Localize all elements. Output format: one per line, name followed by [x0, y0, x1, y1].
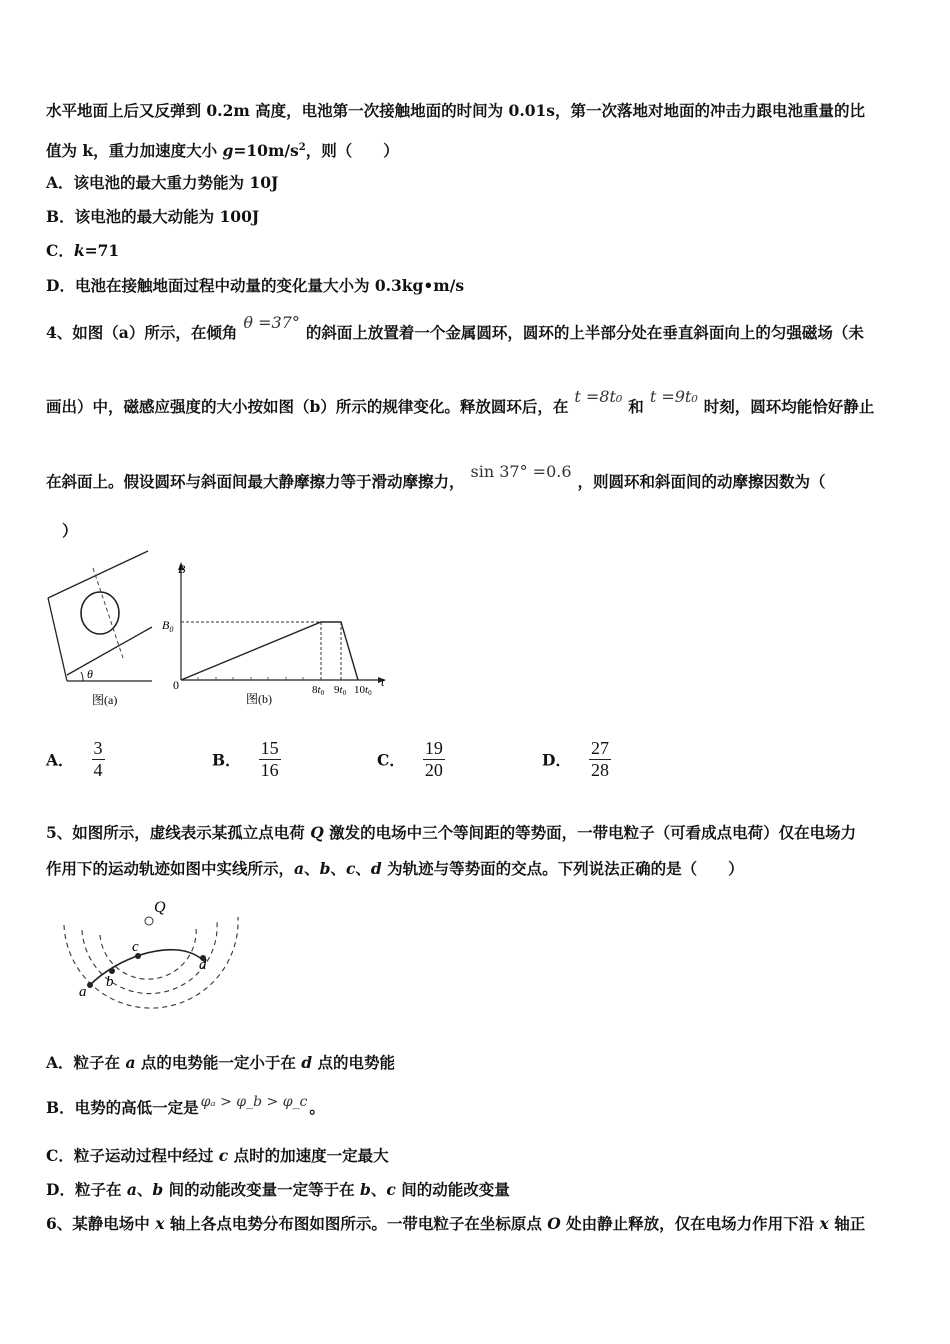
q4-t1-expr: t =8t₀: [574, 387, 623, 406]
q4-option-b-fraction: $\frac{15}{16}$: [260, 738, 279, 780]
fig-a-caption: 图(a): [92, 693, 118, 707]
fig-b-xlabel: t: [381, 675, 385, 689]
q4-option-d-fraction: $\frac{27}{28}$: [590, 738, 609, 780]
fig-b-curve: [181, 622, 358, 680]
q5-potential-expr: φₐ > φ_b > φ_c: [200, 1094, 308, 1110]
fig-a-top-edge: [48, 551, 148, 598]
q3-line2: 值为 k，重力加速度大小 $g=10m/s^2$，则（ ）: [46, 141, 399, 161]
q5-charge-q: [145, 917, 153, 925]
q5-option-d: D．粒子在 a、b 间的动能改变量一定等于在 b、c 间的动能改变量: [46, 1180, 510, 1199]
fig-a-left-edge: [48, 598, 67, 681]
fig-a-incline: [67, 627, 152, 675]
q4-option-d: D． $\frac{27}{28}$: [542, 738, 609, 780]
q5-option-b: B．电势的高低一定是 φₐ > φ_b > φ_c 。: [46, 1094, 325, 1117]
q4-sin-expr: sin 37° =0.6: [470, 462, 572, 481]
fig-b-caption: 图(b): [246, 692, 272, 706]
q5-line2: 作用下的运动轨迹如图中实线所示，a、b、c、d 为轨迹与等势面的交点。下列说法正确的是（ ）: [46, 859, 744, 878]
q3-option-d: D．电池在接触地面过程中动量的变化量大小为 0.3kg•m/s: [46, 276, 465, 295]
q4-line1: 4、如图（a）所示，在倾角θ =37°的斜面上放置着一个金属圆环，圆环的上半部分处在垂直斜面向上的匀强磁场（未: [46, 313, 864, 342]
fig-b-origin: 0: [173, 678, 179, 692]
q5-label-q: Q: [154, 899, 166, 916]
q5-option-c: C．粒子运动过程中经过 c 点时的加速度一定最大: [46, 1146, 389, 1165]
q5-line1: 5、如图所示，虚线表示某孤立点电荷 Q 激发的电场中三个等间距的等势面，一带电粒子（可看成点电荷）仅在电场力: [46, 823, 857, 842]
q4-t2-expr: t =9t₀: [649, 387, 698, 406]
q3-option-a: A．该电池的最大重力势能为 10J: [46, 173, 279, 192]
q3-option-c: C．k=71: [46, 241, 120, 260]
q5-equipotential-lines: [64, 917, 238, 1008]
q5-option-a: A．粒子在 a 点的电势能一定小于在 d 点的电势能: [46, 1053, 396, 1072]
q4-option-b: B． $\frac{15}{16}$: [212, 738, 279, 780]
q5-label-d: d: [199, 957, 207, 973]
q4-figure-b: [160, 555, 400, 715]
fig-b-ylabel: B: [178, 562, 186, 576]
q5-label-a: a: [79, 984, 87, 1000]
fig-b-tick-9t0: 9t0: [334, 684, 347, 697]
q4-theta-expr: θ =37°: [243, 313, 300, 332]
q5-figure: [50, 892, 250, 1012]
q5-point-a: [87, 982, 93, 988]
q4-option-a: A． $\frac{3}{4}$: [46, 738, 103, 780]
q4-option-c-fraction: $\frac{19}{20}$: [424, 738, 443, 780]
q4-option-a-fraction: $\frac{3}{4}$: [93, 738, 103, 780]
fig-b-b0: $B_0$: [162, 618, 174, 634]
fig-a-theta: θ: [87, 667, 93, 681]
q4-figure-a: [40, 548, 160, 713]
fig-a-angle-arc: [81, 672, 83, 681]
q4-option-c: C． $\frac{19}{20}$: [377, 738, 443, 780]
fig-b-tick-8t0: 8t0: [312, 684, 325, 697]
q5-label-b: b: [106, 974, 114, 990]
fig-b-tick-10t0: 10t0: [354, 684, 372, 697]
q4-line3: 在斜面上。假设圆环与斜面间最大静摩擦力等于滑动摩擦力，sin 37° =0.6，则圆环和斜面间的动摩擦因数为（: [46, 462, 826, 491]
q4-line2: 画出）中，磁感应强度的大小按如图（b）所示的规律变化。释放圆环后，在t =8t₀和t =9t₀时刻，圆环均能恰好静止: [46, 387, 875, 416]
q5-label-c: c: [132, 939, 139, 955]
fig-a-ring: [81, 592, 119, 634]
q3-option-b: B．该电池的最大动能为 100J: [46, 207, 260, 226]
q3-line1: 水平地面上后又反弹到 0.2m 高度，电池第一次接触地面的时间为 0.01s，第一次落地对地面的冲击力跟电池重量的比: [46, 101, 866, 120]
q4-line4: ）: [62, 521, 78, 540]
q6-line1: 6、某静电场中 x 轴上各点电势分布图如图所示。一带电粒子在坐标原点 O 处由静止释放，仅在电场力作用下沿 x 轴正: [46, 1214, 866, 1233]
